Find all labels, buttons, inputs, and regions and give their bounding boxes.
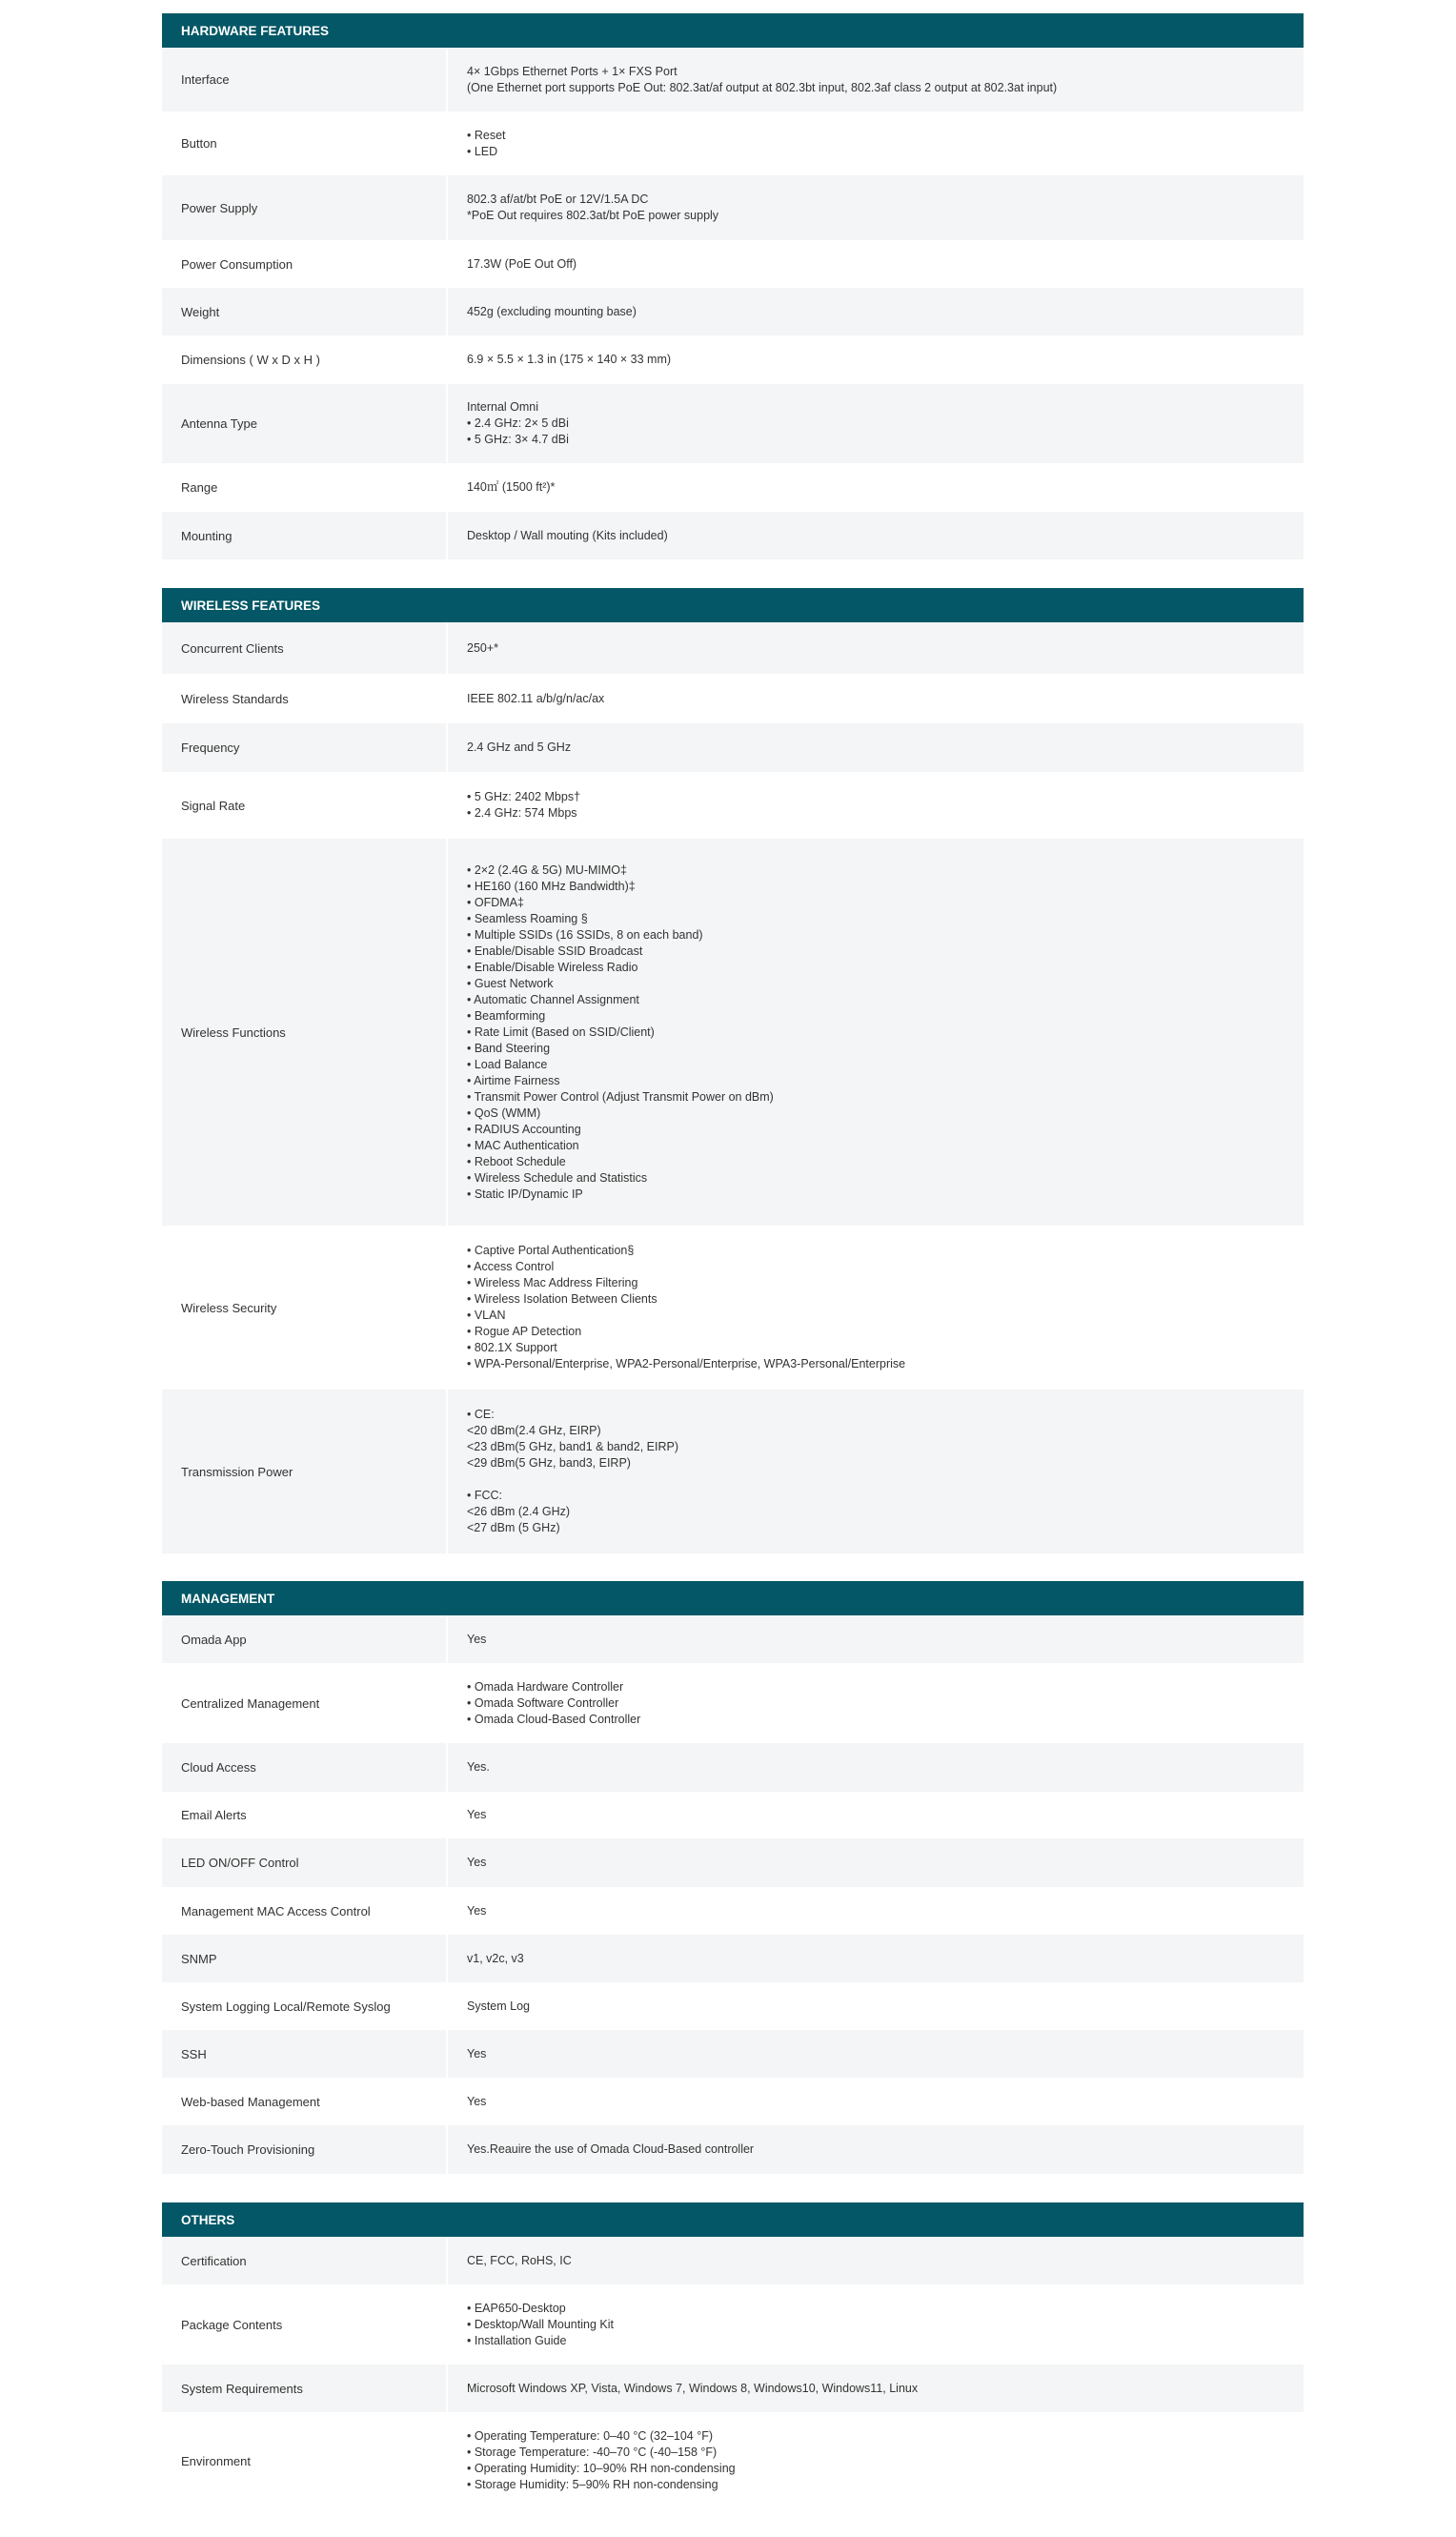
spec-value-line: • Reboot Schedule [467,1154,566,1168]
spec-label: Transmission Power [181,1464,293,1479]
spec-value-line: • Wireless Schedule and Statistics [467,1170,648,1185]
spec-value [467,2078,1284,2125]
spec-value [467,240,1284,288]
spec-label: Certification [181,2253,247,2268]
column-divider [446,512,448,559]
spec-row [162,175,1304,240]
spec-value-line: • Transmit Power Control (Adjust Transmit Power on dBm) [467,1089,774,1104]
spec-value [467,1615,1284,1663]
spec-value-line: 452g (excluding mounting base) [467,304,637,318]
spec-value-line: • LED [467,144,498,158]
spec-value-line: <23 dBm(5 GHz, band1 & band2, EIRP) [467,1440,678,1453]
spec-label: Zero-Touch Provisioning [181,2142,315,2157]
spec-row [162,384,1304,463]
spec-value-line: Yes [467,2046,487,2060]
spec-value-line: <29 dBm(5 GHz, band3, EIRP) [467,1456,631,1470]
spec-value [467,2284,1284,2364]
spec-value [467,1935,1284,1982]
spec-row [162,240,1304,288]
spec-value-line: • Operating Humidity: 10–90% RH non-condensing [467,2462,736,2475]
spec-value-line: • 5 GHz: 2402 Mbps† [467,790,581,803]
spec-value [467,839,1284,1226]
spec-value-line: • Wireless Mac Address Filtering [467,1276,638,1289]
spec-label: Mounting [181,528,233,543]
section-heading: MANAGEMENT [162,1581,1304,1615]
spec-row [162,288,1304,335]
spec-row [162,1792,1304,1838]
spec-value-line: • Guest Network [467,976,554,990]
spec-value-line: • 2.4 GHz: 2× 5 dBi [467,416,569,430]
column-divider [446,1390,448,1553]
spec-label: Power Supply [181,200,258,215]
spec-value-line: CE, FCC, RoHS, IC [467,2253,572,2267]
column-divider [446,1838,448,1887]
spec-value-line: • Desktop/Wall Mounting Kit [467,2317,614,2331]
spec-value-line: • Access Control [467,1260,555,1273]
spec-value-line: • 2×2 (2.4G & 5G) MU-MIMO‡ [467,863,627,877]
column-divider [446,288,448,335]
spec-value-line: <20 dBm(2.4 GHz, EIRP) [467,1424,601,1437]
spec-value [467,175,1284,240]
spec-row [162,1935,1304,1982]
spec-value [467,772,1284,839]
spec-value-line: *PoE Out requires 802.3at/bt PoE power supply [467,209,719,222]
spec-value-line: Yes [467,1808,487,1821]
spec-label: Power Consumption [181,256,293,272]
spec-value-line: • EAP650-Desktop [467,2301,566,2315]
spec-label: Wireless Functions [181,1025,286,1040]
column-divider [446,48,448,112]
column-divider [446,1935,448,1982]
spec-value-line: • VLAN [467,1309,506,1322]
spec-row [162,112,1304,175]
spec-label: Web-based Management [181,2094,320,2109]
spec-label: Interface [181,72,230,87]
spec-row [162,1226,1304,1390]
spec-value-line: System Log [467,1999,531,2013]
spec-label: Dimensions ( W x D x H ) [181,353,320,367]
spec-label: Email Alerts [181,1808,247,1822]
spec-value [467,2364,1284,2412]
spec-value-line: • Omada Cloud-Based Controller [467,1712,641,1726]
spec-label: Centralized Management [181,1695,320,1711]
spec-label: System Logging Local/Remote Syslog [181,1999,391,2014]
spec-row [162,2125,1304,2174]
spec-value-line: Internal Omni [467,400,539,414]
spec-value-line: • Enable/Disable Wireless Radio [467,960,638,974]
spec-value-line: 250+* [467,640,499,655]
spec-value-line: Desktop / Wall mouting (Kits included) [467,528,668,542]
column-divider [446,463,448,512]
spec-value-line: (One Ethernet port supports PoE Out: 802.3at/af output at 802.3bt input, 802.3af class 2 output at 802.3at input) [467,80,1058,94]
spec-value-line: <27 dBm (5 GHz) [467,1521,560,1534]
column-divider [446,112,448,175]
spec-value-line: • Storage Temperature: -40–70 °C (-40–158 °F) [467,2446,718,2459]
spec-row [162,1390,1304,1553]
spec-label: Button [181,136,217,151]
spec-label: Concurrent Clients [181,640,284,656]
column-divider [446,2284,448,2364]
spec-value-line: • Wireless Isolation Between Clients [467,1292,657,1306]
spec-value [467,1226,1284,1390]
spec-row [162,2364,1304,2412]
column-divider [446,1226,448,1390]
spec-value-line: • Omada Hardware Controller [467,1679,624,1694]
spec-value [467,2125,1284,2174]
spec-row [162,1887,1304,1935]
spec-value-line: IEEE 802.11 a/b/g/n/ac/ax [467,691,605,705]
spec-label: LED ON/OFF Control [181,1856,299,1870]
spec-value-line: • HE160 (160 MHz Bandwidth)‡ [467,879,636,893]
column-divider [446,1615,448,1663]
spec-label: Environment [181,2453,251,2468]
column-divider [446,2364,448,2412]
spec-value-line: 140㎡ (1500 ft²)* [467,480,556,494]
spec-row [162,622,1304,674]
spec-value-line: 17.3W (PoE Out Off) [467,256,577,271]
spec-row [162,48,1304,112]
spec-row [162,2284,1304,2364]
column-divider [446,674,448,723]
spec-label: Package Contents [181,2317,283,2332]
spec-row [162,723,1304,772]
spec-row [162,2030,1304,2078]
spec-value-line: • 802.1X Support [467,1341,557,1354]
spec-label: SSH [181,2046,207,2061]
column-divider [446,384,448,463]
spec-row [162,839,1304,1226]
spec-value-line [467,1471,1284,1488]
spec-row [162,1838,1304,1887]
spec-value-line: Yes [467,1632,487,1646]
column-divider [446,723,448,772]
spec-value [467,1390,1284,1553]
spec-value [467,1792,1284,1838]
spec-value [467,288,1284,335]
spec-value [467,1887,1284,1935]
spec-value [467,622,1284,674]
spec-value-line: • Installation Guide [467,2333,567,2347]
spec-value-line: • FCC: [467,1489,503,1502]
spec-value-line: • QoS (WMM) [467,1106,541,1120]
spec-value [467,674,1284,723]
spec-value [467,2030,1284,2078]
column-divider [446,175,448,240]
section-heading: WIRELESS FEATURES [162,588,1304,622]
spec-value [467,48,1284,112]
column-divider [446,2412,448,2509]
section-heading: OTHERS [162,2202,1304,2237]
spec-label: Wireless Security [181,1300,277,1315]
spec-value-line: 802.3 af/at/bt PoE or 12V/1.5A DC [467,193,649,206]
spec-value-line: • Static IP/Dynamic IP [467,1187,583,1201]
spec-value-line: Yes.Reauire the use of Omada Cloud-Based controller [467,2142,755,2156]
spec-value-line: • Enable/Disable SSID Broadcast [467,944,643,958]
spec-value-line: v1, v2c, v3 [467,1951,524,1965]
column-divider [446,1887,448,1935]
spec-value-line: • Band Steering [467,1041,551,1055]
spec-value [467,512,1284,559]
spec-row [162,1743,1304,1792]
spec-value-line: • Rogue AP Detection [467,1325,582,1338]
column-divider [446,1982,448,2030]
spec-value-line: • Seamless Roaming § [467,911,588,925]
spec-label: SNMP [181,1951,217,1966]
spec-value-line: Yes [467,1903,487,1918]
spec-value [467,2237,1284,2284]
spec-value-line: • WPA-Personal/Enterprise, WPA2-Personal/Enterprise, WPA3-Personal/Enterprise [467,1357,906,1370]
spec-value [467,1663,1284,1743]
spec-value [467,1982,1284,2030]
spec-value-line: 2.4 GHz and 5 GHz [467,741,572,754]
spec-row [162,2412,1304,2509]
spec-value-line: 4× 1Gbps Ethernet Ports + 1× FXS Port [467,64,677,78]
spec-value-line: • Beamforming [467,1008,546,1023]
spec-row [162,1615,1304,1663]
spec-value [467,723,1284,772]
spec-value [467,1838,1284,1887]
column-divider [446,2237,448,2284]
spec-value [467,112,1284,175]
spec-label: Management MAC Access Control [181,1903,371,1918]
spec-label: Weight [181,304,220,319]
column-divider [446,2030,448,2078]
column-divider [446,2125,448,2174]
spec-value [467,384,1284,463]
spec-value-line: • CE: [467,1408,495,1421]
spec-value-line: • Omada Software Controller [467,1695,619,1710]
spec-label: Wireless Standards [181,691,289,706]
spec-row [162,674,1304,723]
spec-label: Range [181,480,218,495]
spec-label: Frequency [181,741,240,755]
spec-value [467,335,1284,384]
spec-row [162,335,1304,384]
spec-value-line: • Rate Limit (Based on SSID/Client) [467,1025,655,1039]
column-divider [446,2078,448,2125]
spec-row [162,2237,1304,2284]
spec-value-line: Microsoft Windows XP, Vista, Windows 7, Windows 8, Windows10, Windows11, Linux [467,2381,919,2395]
spec-value-line: • Storage Humidity: 5–90% RH non-condensing [467,2478,718,2491]
spec-label: System Requirements [181,2381,303,2396]
spec-row [162,512,1304,559]
column-divider [446,1743,448,1792]
spec-value-line: • Captive Portal Authentication§ [467,1244,635,1257]
spec-row [162,1982,1304,2030]
spec-row [162,772,1304,839]
spec-value-line: • Load Balance [467,1057,548,1071]
spec-value-line: • Reset [467,128,506,142]
spec-value-line: Yes [467,1856,487,1869]
spec-row [162,463,1304,512]
spec-value [467,1743,1284,1792]
spec-label: Cloud Access [181,1760,256,1775]
spec-value-line: • Automatic Channel Assignment [467,992,639,1006]
spec-value-line: • OFDMA‡ [467,895,524,909]
spec-row [162,2078,1304,2125]
spec-value-line: Yes. [467,1760,490,1774]
spec-value-line: • 2.4 GHz: 574 Mbps [467,806,577,820]
column-divider [446,1792,448,1838]
column-divider [446,839,448,1226]
spec-label: Antenna Type [181,416,257,431]
column-divider [446,622,448,674]
spec-value-line: • Airtime Fairness [467,1073,560,1087]
column-divider [446,772,448,839]
spec-value-line: • Multiple SSIDs (16 SSIDs, 8 on each band) [467,927,703,942]
spec-value-line: • RADIUS Accounting [467,1122,581,1136]
spec-value-line: • MAC Authentication [467,1138,579,1152]
spec-label: Omada App [181,1632,247,1647]
spec-value-line: <26 dBm (2.4 GHz) [467,1505,571,1518]
column-divider [446,1663,448,1743]
spec-value-line: 6.9 × 5.5 × 1.3 in (175 × 140 × 33 mm) [467,353,672,366]
column-divider [446,335,448,384]
spec-value [467,2412,1284,2509]
spec-row [162,1663,1304,1743]
section-heading: HARDWARE FEATURES [162,13,1304,48]
spec-label: Signal Rate [181,798,246,813]
spec-value [467,463,1284,512]
spec-value-line: • Operating Temperature: 0–40 °C (32–104 °F) [467,2429,714,2443]
column-divider [446,240,448,288]
spec-value-line: • 5 GHz: 3× 4.7 dBi [467,433,569,446]
spec-value-line: Yes [467,2094,487,2108]
